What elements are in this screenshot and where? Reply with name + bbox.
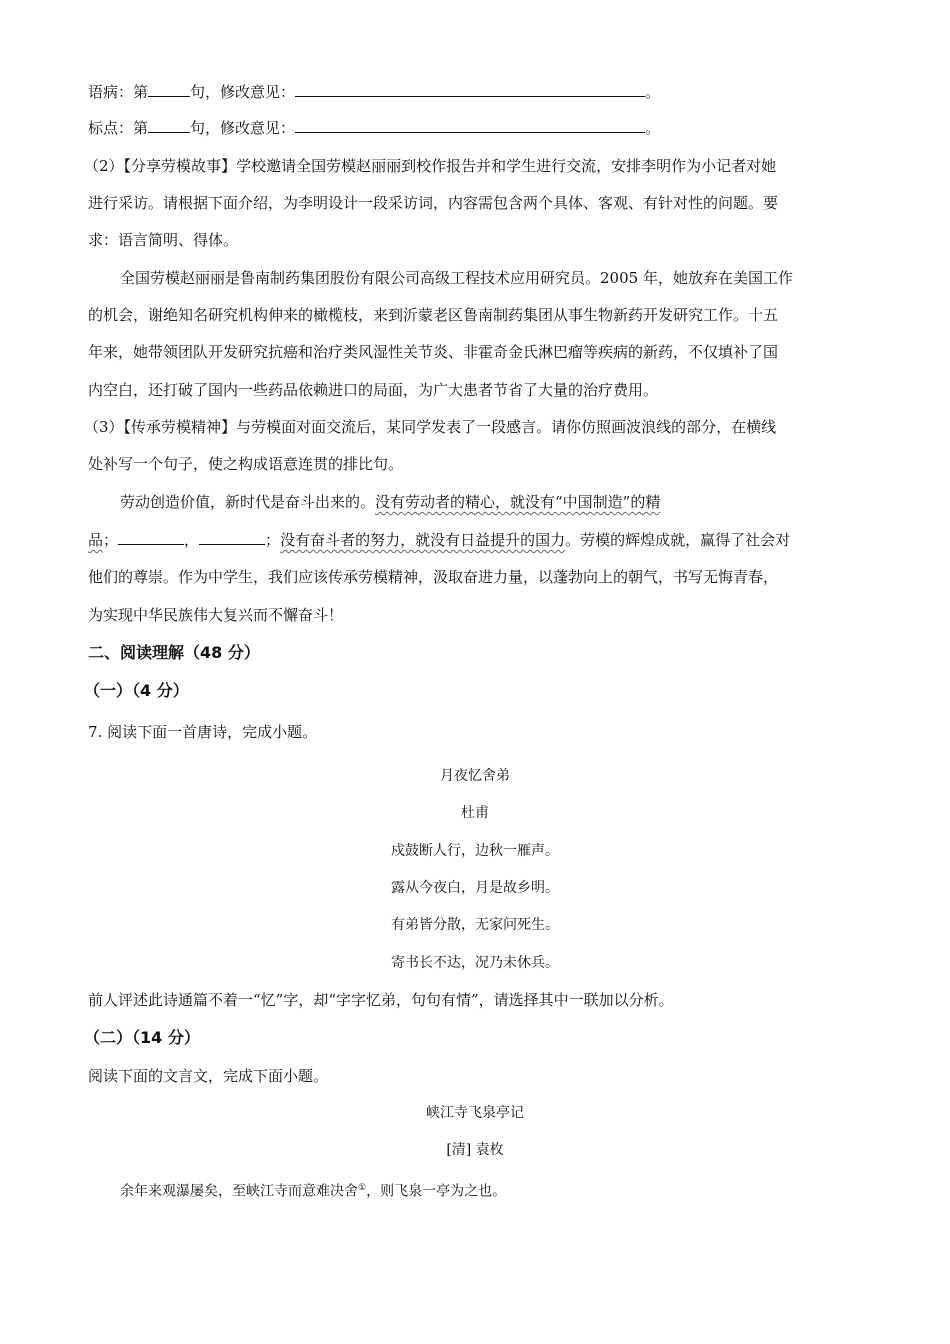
- sub-question-3-line2: 处补写一个句子，使之构成语意连贯的排比句。: [88, 455, 404, 473]
- semicolon: ；: [265, 531, 281, 549]
- prose-author: [清] 袁枚: [446, 1142, 504, 1158]
- section-heading: 二、阅读理解（48 分）: [88, 643, 260, 662]
- prose-text: ，则飞泉一亭为之也。: [366, 1183, 507, 1200]
- sub-question-number: （3）: [84, 418, 124, 436]
- fill-in-blank-1[interactable]: [118, 530, 184, 545]
- sub-question-tag: 【传承劳模精神】: [123, 418, 237, 436]
- poem-title: 月夜忆舍弟: [440, 768, 510, 784]
- wavy-underlined-text: 没有劳动者的精心，就没有“中国制造”的精: [375, 493, 661, 511]
- period: 。: [645, 119, 661, 137]
- poem-line-4: 寄书长不达，况乃未休兵。: [391, 955, 559, 971]
- sub-question-3-line1: [84, 417, 776, 437]
- essay-text: 。劳模的辉煌成就，赢得了社会对: [565, 531, 791, 549]
- sick-mid-label: 句，修改意见：: [190, 83, 296, 101]
- punct-mid-label: 句，修改意见：: [190, 119, 296, 137]
- essay-line-1: [120, 492, 660, 512]
- part-2-prompt: 阅读下面的文言文，完成下面小题。: [88, 1067, 329, 1085]
- essay-line-4: 为实现中华民族伟大复兴而不懈奋斗！: [88, 606, 344, 624]
- sick-label: 语病：第: [88, 83, 149, 101]
- sentence-number-blank[interactable]: [148, 118, 190, 133]
- part-heading-2: （二）（14 分）: [84, 1028, 200, 1047]
- revision-blank[interactable]: [295, 118, 645, 133]
- question-7-prompt: 前人评述此诗通篇不着一“忆”字，却“字字忆弟，句句有情”，请选择其中一联加以分析。: [88, 991, 674, 1009]
- intro-line-3: 年来，她带领团队开发研究抗癌和治疗类风湿性关节炎、非霍奇金氏淋巴瘤等疾病的新药，不仅填补了国: [88, 343, 779, 361]
- punct-label: 标点：第: [88, 119, 149, 137]
- essay-line-3: 他们的尊崇。作为中学生，我们应该传承劳模精神，汲取奋进力量，以蓬勃向上的朝气，书写无悔青春，: [88, 568, 779, 586]
- sub-question-2-line2: 进行采访。请根据下面介绍，为李明设计一段采访词，内容需包含两个具体、客观、有针对性的问题。要: [88, 194, 779, 212]
- punctuation-line: [88, 118, 660, 138]
- revision-blank[interactable]: [295, 82, 645, 97]
- sub-question-text: 与劳模面对面交流后，某同学发表了一段感言。请你仿照画波浪线的部分，在横线: [236, 418, 777, 436]
- part-heading-1: （一）（4 分）: [84, 681, 189, 700]
- period: 。: [645, 83, 661, 101]
- intro-line-2: 的机会，谢绝知名研究机构伸来的橄榄枝，来到沂蒙老区鲁南制药集团从事生物新药开发研究工作。十五: [88, 306, 779, 324]
- sub-question-number: （2）: [84, 157, 124, 175]
- intro-line-1: 全国劳模赵丽丽是鲁南制药集团股份有限公司高级工程技术应用研究员。2005 年，她放弃在美国工作: [120, 269, 793, 287]
- prose-title: 峡江寺飞泉亭记: [426, 1105, 524, 1121]
- question-7: 7. 阅读下面一首唐诗，完成小题。: [88, 723, 318, 741]
- fill-in-blank-2[interactable]: [199, 530, 265, 545]
- poem-line-3: 有弟皆分散，无家问死生。: [391, 917, 559, 933]
- sub-question-2-line3: 求：语言简明、得体。: [88, 231, 239, 249]
- poem-author: 杜甫: [461, 805, 489, 821]
- prose-line-1: [120, 1178, 506, 1202]
- comma: ，: [184, 531, 200, 549]
- essay-text: 劳动创造价值，新时代是奋斗出来的。: [120, 493, 376, 511]
- sub-question-2-line1: [84, 156, 776, 176]
- wavy-underlined-text: 没有奋斗者的努力，就没有日益提升的国力: [280, 531, 566, 549]
- essay-line-2: [88, 530, 790, 550]
- prose-text: 余年来观瀑屡矣，至峡江寺而意难决舍: [120, 1183, 358, 1200]
- semicolon: ；: [103, 531, 119, 549]
- poem-line-1: 戍鼓断人行，边秋一雁声。: [391, 843, 559, 859]
- sub-question-text: 学校邀请全国劳模赵丽丽到校作报告并和学生进行交流，安排李明作为小记者对她: [236, 157, 777, 175]
- sentence-number-blank[interactable]: [148, 82, 190, 97]
- footnote-marker: ①: [358, 1183, 367, 1193]
- poem-line-2: 露从今夜白，月是故乡明。: [391, 880, 559, 896]
- intro-line-4: 内空白，还打破了国内一些药品依赖进口的局面，为广大患者节省了大量的治疗费用。: [88, 381, 659, 399]
- sick-sentence-line: [88, 82, 660, 102]
- sub-question-tag: 【分享劳模故事】: [123, 157, 237, 175]
- wavy-underlined-text: 品: [88, 531, 104, 549]
